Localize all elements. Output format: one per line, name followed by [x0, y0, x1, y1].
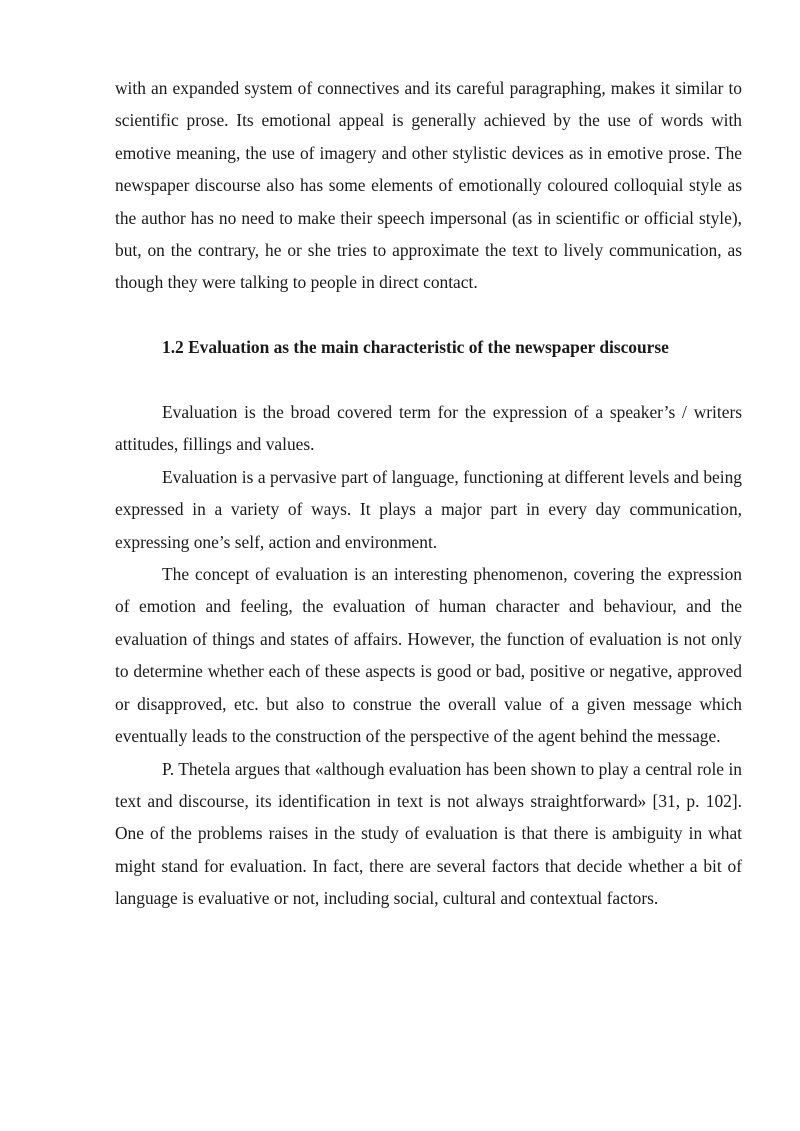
body-paragraph: with an expanded system of connectives and its careful paragraphing, makes it similar to scientific prose. Its emotional appeal is generally achieved by the use of words with emotive meaning, the use of imagery and other stylistic devices as in emotive prose. The newspaper discourse also has some elements of emotionally coloured colloquial style as the author has no need to make their speech impersonal (as in scientific or official style), but, on the contrary, he or she tries to approximate the text to lively communication, as though they were talking to people in direct contact. [115, 78, 742, 293]
document-page [115, 72, 742, 915]
body-paragraph: The concept of evaluation is an interesting phenomenon, covering the expression of emotion and feeling, the evaluation of human character and behaviour, and the evaluation of things and states of affairs. However, the function of evaluation is not only to determine whether each of these aspects is good or bad, positive or negative, approved or disapproved, etc. but also to construe the overall value of a given message which eventually leads to the construction of the perspective of the agent behind the message. [115, 564, 742, 747]
body-paragraph: Evaluation is the broad covered term for the expression of a speaker’s / writers attitudes, fillings and values. [115, 402, 742, 455]
section-heading: 1.2 Evaluation as the main characteristic of the newspaper discourse [162, 337, 669, 358]
body-paragraph: Evaluation is a pervasive part of language, functioning at different levels and being expressed in a variety of ways. It plays a major part in every day communication, expressing one’s self, action and environment. [115, 466, 742, 552]
body-paragraph: P. Thetela argues that «although evaluation has been shown to play a central role in text and discourse, its identification in text is not always straightforward» [31, p. 102]. One of the problems raises in the study of evaluation is that there is ambiguity in what might stand for evaluation. In fact, there are several factors that decide whether a bit of language is evaluative or not, including social, cultural and contextual factors. [115, 758, 742, 909]
